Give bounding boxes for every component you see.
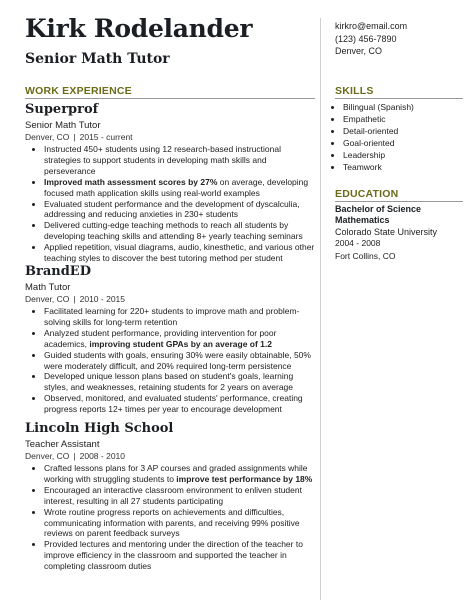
job-bullets (25, 144, 315, 264)
bullet-item: • Encouraged an interactive classroom environment to enliven student interest, resulting in all 27 students participating (44, 485, 315, 507)
contact-location: Denver, CO (335, 46, 383, 56)
section-rule-education (335, 201, 463, 202)
bullet-item: • Wrote routine progress reports on achievements and difficulties, communicating information with parents, and receiving 99% positive reviews on parent feedback surveys (44, 507, 315, 540)
section-title-skills: SKILLS (335, 85, 374, 97)
job-role: Teacher Assistant (25, 439, 100, 450)
company-name: Lincoln High School (25, 421, 174, 436)
education-entry (335, 204, 465, 262)
job-dates: 2008 - 2010 (79, 451, 125, 461)
bullet-item: • Crafted lessons plans for 3 AP courses and graded assignments while working with struggling students to improve test performance by 18% (44, 463, 315, 485)
bullet-item: • Applied repetition, visual diagrams, audio, kinesthetic, and various other teaching styles to discover the best tutoring method per student (44, 242, 315, 264)
section-title-work: WORK EXPERIENCE (25, 85, 132, 97)
bullet-item: • Instructed 450+ students using 12 research-based instructional strategies to support students in developing math skills and perseverance (44, 144, 315, 177)
job-meta: Denver, CO | 2010 - 2015 (25, 294, 125, 304)
skill-item: • Goal-oriented (343, 137, 414, 149)
job-dates: 2010 - 2015 (79, 294, 125, 304)
job-location: Denver, CO (25, 132, 70, 142)
bullet-item: • Analyzed student performance, providing intervention for poor academics, improving student GPAs by an average of 1.2 (44, 328, 315, 350)
education-location: Fort Collins, CO (335, 251, 396, 261)
bullet-item: • Guided students with goals, ensuring 30% were easily obtainable, 50% were moderately difficult, and 20% required long-term persistence (44, 350, 315, 372)
skill-item: • Leadership (343, 149, 414, 161)
bullet-item: • Facilitated learning for 220+ students to improve math and problem-solving skills for long-term retention (44, 306, 315, 328)
bullet-item: • Observed, monitored, and evaluated students' performance, creating progress reports 12+ times per year to encourage development (44, 393, 315, 415)
skill-item: • Bilingual (Spanish) (343, 101, 414, 113)
job-meta: Denver, CO | 2008 - 2010 (25, 451, 125, 461)
education-dates: 2004 - 2008 (335, 238, 381, 248)
job-entry-lincoln (25, 421, 315, 572)
job-dates: 2015 - current (79, 132, 133, 142)
company-name: Superprof (25, 102, 99, 117)
job-entry-branded (25, 264, 315, 415)
job-bullets (25, 306, 315, 415)
bullet-item: • Improved math assessment scores by 27% on average, developing focused math application skills using real-world examples (44, 177, 315, 199)
skills-list (333, 101, 414, 173)
skill-item: • Empathetic (343, 113, 414, 125)
skill-item: • Teamwork (343, 161, 414, 173)
skill-item: • Detail-oriented (343, 125, 414, 137)
contact-phone: (123) 456-7890 (335, 33, 397, 44)
section-title-education: EDUCATION (335, 188, 399, 200)
job-location: Denver, CO (25, 451, 70, 461)
job-location: Denver, CO (25, 294, 70, 304)
degree-name: Bachelor of Science Mathematics (335, 204, 422, 225)
bullet-item: • Delivered cutting-edge teaching methods to reach all students by developing teaching skills and attending 8+ yearly teaching seminars (44, 220, 315, 242)
job-bullets (25, 463, 315, 572)
school-name: Colorado State University (335, 227, 438, 237)
bullet-item: • Provided lectures and mentoring under the direction of the teacher to improve efficiency in the classroom and supported the teacher in completing classroom duties (44, 539, 315, 572)
bullet-item: • Evaluated student performance and the development of dyscalculia, addressing and reducing anxieties in 230+ students (44, 199, 315, 221)
contact-block (335, 20, 407, 58)
section-rule-work (25, 98, 315, 99)
job-role: Math Tutor (25, 282, 71, 293)
company-name: BrandED (25, 264, 91, 279)
bullet-item: • Developed unique lesson plans based on student's goals, learning styles, and weaknesses, retaining students for 2 years on average (44, 371, 315, 393)
section-rule-skills (335, 98, 463, 99)
candidate-title: Senior Math Tutor (25, 51, 170, 67)
candidate-name: Kirk Rodelander (25, 14, 253, 43)
column-divider (320, 18, 321, 600)
job-entry-superprof (25, 102, 315, 264)
contact-email[interactable]: kirkro@email.com (335, 21, 408, 31)
job-role: Senior Math Tutor (25, 120, 101, 131)
job-meta: Denver, CO | 2015 - current (25, 132, 133, 142)
